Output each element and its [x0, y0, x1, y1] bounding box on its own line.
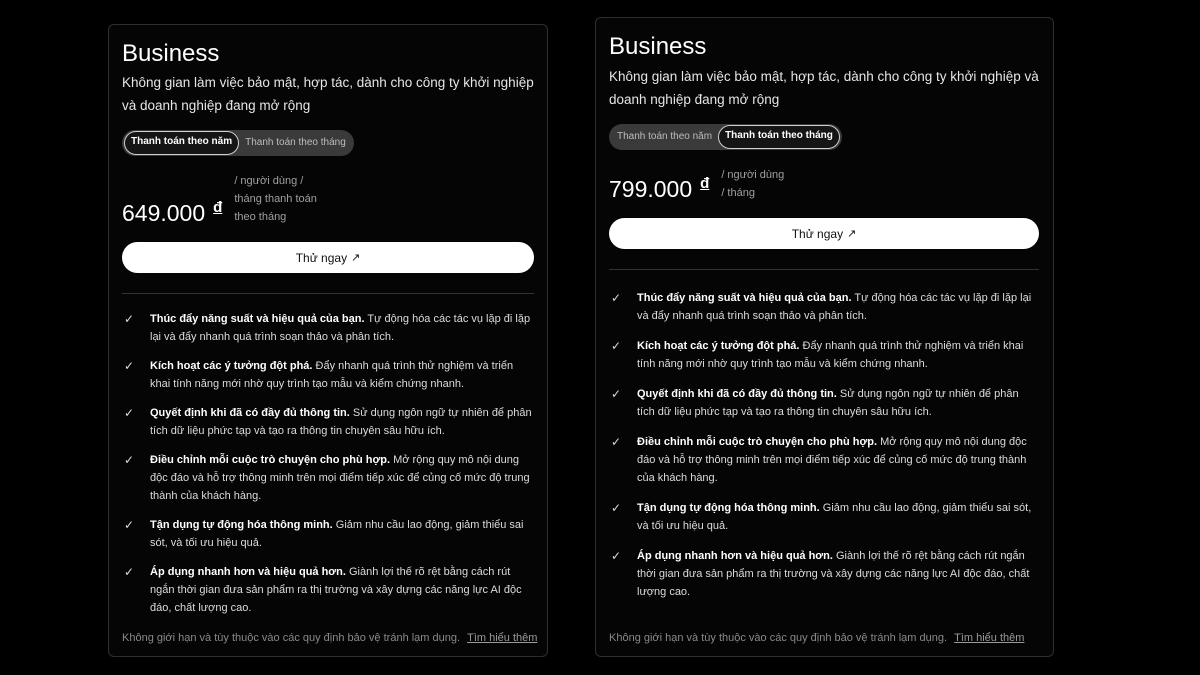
feature-item: [609, 337, 1039, 373]
feature-title: Áp dụng nhanh hơn và hiệu quả hơn.: [637, 550, 833, 562]
feature-body: Sử dụng ngôn ngữ tự nhiên để phân tích dữ liệu phức tạp và tạo ra thông tin chuyên sâu hữu ích.: [150, 407, 532, 437]
price-unit-line: / người dùng: [721, 169, 785, 181]
billing-toggle: [609, 124, 842, 150]
feature-title: Thúc đẩy năng suất và hiệu quả của bạn.: [150, 313, 365, 325]
feature-title: Điều chỉnh mỗi cuộc trò chuyện cho phù hợp.: [150, 454, 391, 466]
billing-option-annual[interactable]: Thanh toán theo năm: [124, 131, 239, 155]
price-amount: 649.000: [122, 200, 206, 226]
footnote-text: Không giới hạn và tùy thuộc vào các quy định bảo vệ tránh lạm dụng.: [122, 632, 461, 644]
feature-body: Đẩy nhanh quá trình thử nghiệm và triển khai tính năng mới nhờ quy trình tạo mẫu và kiểm chứng nhanh.: [637, 340, 1024, 370]
check-icon: ✓: [611, 435, 622, 449]
check-icon: ✓: [124, 406, 135, 420]
feature-title: Kích hoạt các ý tưởng đột phá.: [637, 340, 800, 352]
pricing-card-monthly: [595, 17, 1054, 657]
feature-title: Điều chỉnh mỗi cuộc trò chuyện cho phù hợp.: [637, 436, 878, 448]
feature-list: [122, 310, 534, 617]
price-unit-line: tháng thanh toán: [234, 193, 317, 205]
check-icon: ✓: [124, 565, 135, 579]
check-icon: ✓: [611, 339, 622, 353]
arrow-up-right-icon: ↗: [351, 252, 361, 264]
price-unit-line: / người dùng /: [234, 175, 304, 187]
check-icon: ✓: [124, 312, 135, 326]
feature-list: [609, 289, 1039, 601]
price-unit-line: / tháng: [721, 187, 755, 199]
plan-description: Không gian làm việc bảo mật, hợp tác, dành cho công ty khởi nghiệp và doanh nghiệp đang mở rộng: [609, 69, 1039, 107]
feature-item: [609, 547, 1039, 601]
feature-item: [609, 433, 1039, 487]
feature-title: Tận dụng tự động hóa thông minh.: [637, 502, 820, 514]
price-amount: 799.000: [609, 176, 693, 202]
plan-description: Không gian làm việc bảo mật, hợp tác, dành cho công ty khởi nghiệp và doanh nghiệp đang mở rộng: [122, 75, 534, 113]
check-icon: ✓: [124, 453, 135, 467]
feature-body: Giảm nhu cầu lao động, giảm thiểu sai sót, và tối ưu hiệu quả.: [150, 519, 524, 549]
feature-item: [122, 563, 534, 617]
feature-body: Mở rộng quy mô nội dung độc đáo và hỗ trợ thông minh trên mọi điểm tiếp xúc để củng cố mức độ trung thành của khách hàng.: [150, 454, 530, 502]
try-now-button[interactable]: [609, 218, 1039, 249]
feature-title: Thúc đẩy năng suất và hiệu quả của bạn.: [637, 292, 852, 304]
divider: [609, 269, 1039, 270]
check-icon: ✓: [611, 291, 622, 305]
feature-body: Sử dụng ngôn ngữ tự nhiên để phân tích dữ liệu phức tạp và tạo ra thông tin chuyên sâu hữu ích.: [637, 388, 1019, 418]
plan-title: Business: [609, 33, 707, 60]
feature-item: [609, 385, 1039, 421]
feature-body: Tự động hóa các tác vụ lặp đi lặp lại và đẩy nhanh quá trình soạn thảo và phân tích.: [637, 292, 1032, 322]
feature-title: Quyết định khi đã có đầy đủ thông tin.: [637, 388, 837, 400]
feature-body: Giành lợi thế rõ rệt bằng cách rút ngắn thời gian đưa sản phẩm ra thị trường và xây dựng các năng lực AI độc đáo, chất lượng cao.: [637, 550, 1030, 598]
check-icon: ✓: [611, 549, 622, 563]
learn-more-link[interactable]: Tìm hiểu thêm: [954, 632, 1025, 644]
pricing-card-annual: [108, 24, 548, 657]
billing-toggle: [122, 130, 354, 156]
feature-body: Tự động hóa các tác vụ lặp đi lặp lại và đẩy nhanh quá trình soạn thảo và phân tích.: [150, 313, 531, 343]
feature-item: [122, 310, 534, 346]
try-now-label: Thử ngay: [295, 250, 348, 265]
feature-body: Giảm nhu cầu lao động, giảm thiểu sai sót, và tối ưu hiệu quả.: [637, 502, 1032, 532]
billing-option-monthly[interactable]: Thanh toán theo tháng: [245, 137, 346, 148]
feature-item: [122, 516, 534, 552]
feature-item: [122, 357, 534, 393]
price-unit: [721, 166, 784, 202]
price-currency: đ: [700, 175, 710, 192]
feature-item: [609, 289, 1039, 325]
feature-item: [122, 451, 534, 505]
price-unit: [234, 172, 317, 226]
footnote-text: Không giới hạn và tùy thuộc vào các quy định bảo vệ tránh lạm dụng.: [609, 632, 948, 644]
try-now-button[interactable]: [122, 242, 534, 273]
feature-title: Áp dụng nhanh hơn và hiệu quả hơn.: [150, 566, 346, 578]
billing-option-monthly[interactable]: Thanh toán theo tháng: [718, 125, 840, 149]
check-icon: ✓: [124, 518, 135, 532]
check-icon: ✓: [611, 387, 622, 401]
feature-title: Quyết định khi đã có đầy đủ thông tin.: [150, 407, 350, 419]
feature-body: Giành lợi thế rõ rệt bằng cách rút ngắn thời gian đưa sản phẩm ra thị trường và xây dựng các năng lực AI độc đáo, chất lượng cao.: [150, 566, 522, 614]
arrow-up-right-icon: ↗: [847, 228, 857, 240]
billing-option-annual[interactable]: Thanh toán theo năm: [617, 131, 713, 142]
try-now-label: Thử ngay: [791, 226, 844, 241]
price-currency: đ: [213, 199, 223, 216]
footnote: [609, 632, 1024, 644]
price-row: [609, 166, 1039, 202]
learn-more-link[interactable]: Tìm hiểu thêm: [467, 632, 538, 644]
feature-item: [609, 499, 1039, 535]
price-row: [122, 172, 534, 226]
divider: [122, 293, 534, 294]
feature-title: Tận dụng tự động hóa thông minh.: [150, 519, 333, 531]
plan-title: Business: [122, 40, 220, 67]
footnote: [122, 632, 537, 644]
check-icon: ✓: [611, 501, 622, 515]
check-icon: ✓: [124, 359, 135, 373]
feature-body: Đẩy nhanh quá trình thử nghiệm và triển khai tính năng mới nhờ quy trình tạo mẫu và kiểm chứng nhanh.: [150, 360, 514, 390]
feature-title: Kích hoạt các ý tưởng đột phá.: [150, 360, 313, 372]
price-unit-line: theo tháng: [234, 211, 287, 223]
feature-body: Mở rộng quy mô nội dung độc đáo và hỗ trợ thông minh trên mọi điểm tiếp xúc để củng cố mức độ trung thành của khách hàng.: [637, 436, 1027, 484]
feature-item: [122, 404, 534, 440]
